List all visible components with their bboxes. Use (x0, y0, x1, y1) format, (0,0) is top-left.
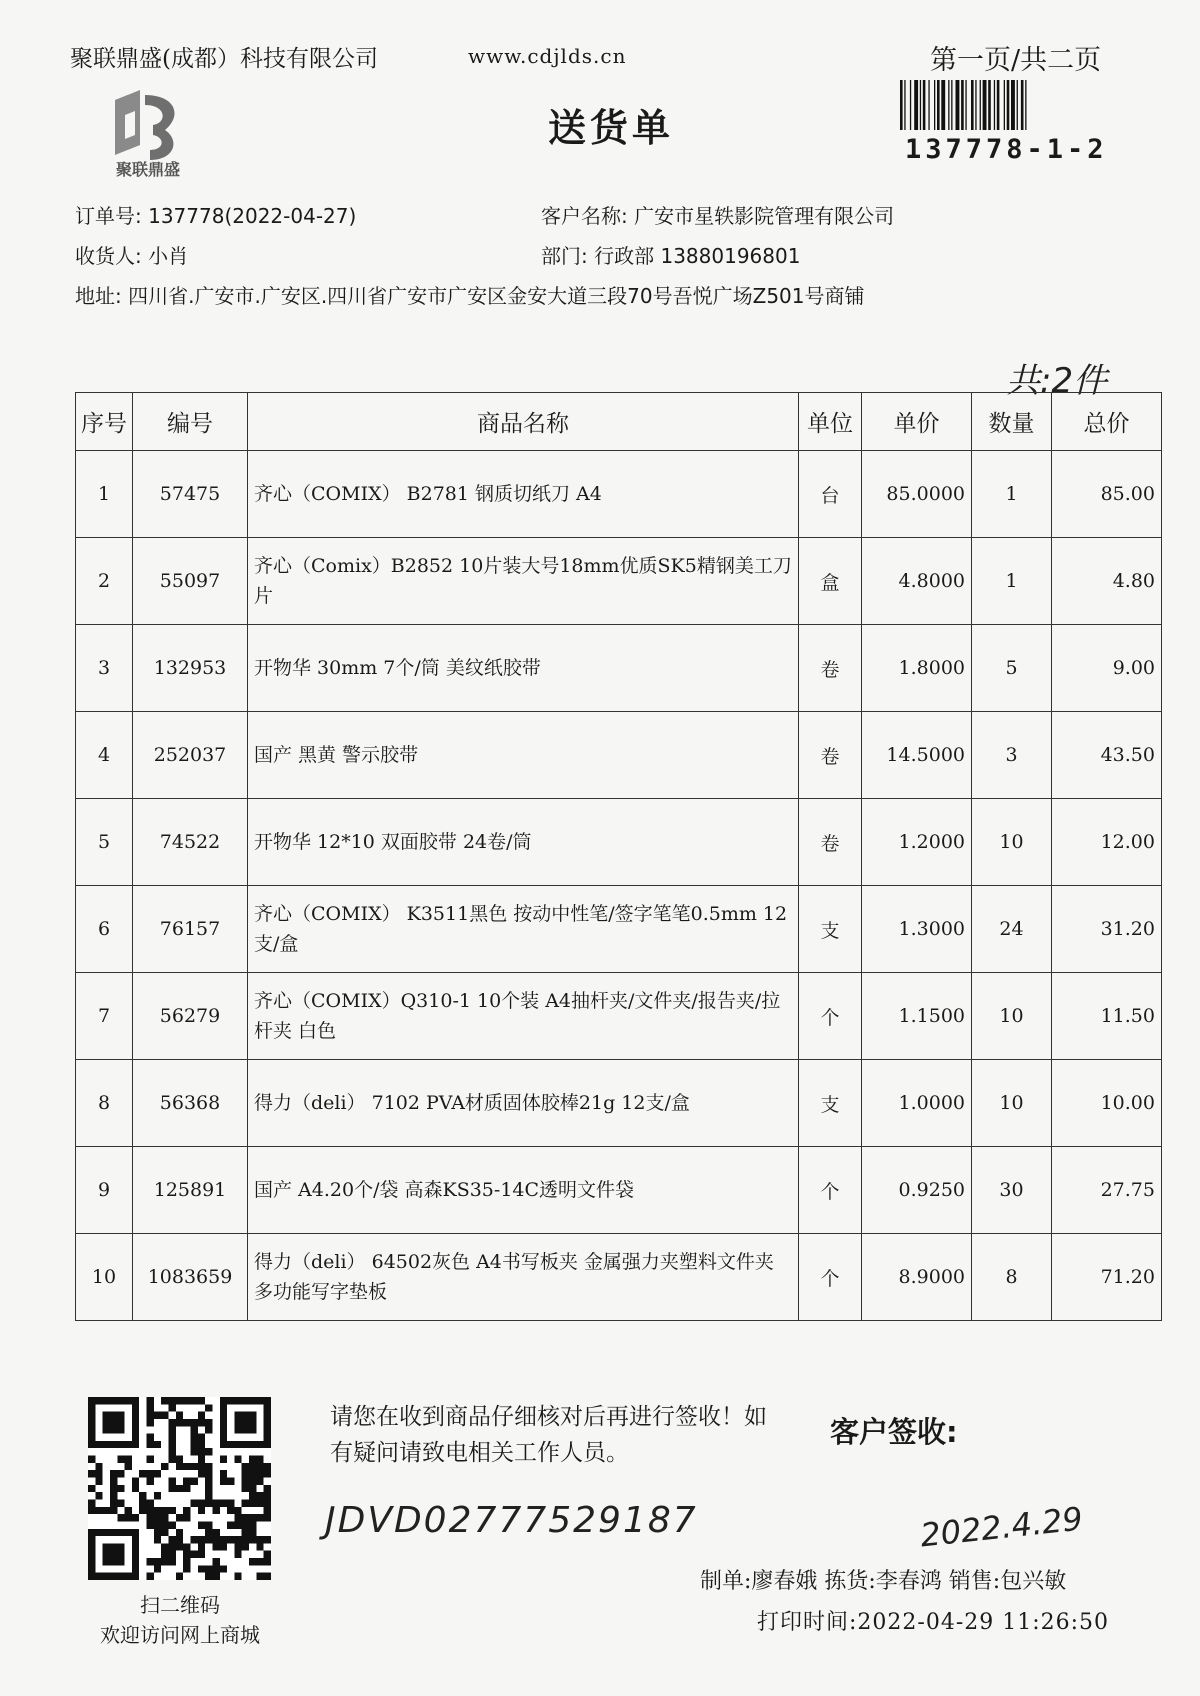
row-index: 2 (76, 538, 133, 625)
row-product-name: 开物华 30mm 7个/筒 美纹纸胶带 (248, 625, 799, 712)
print-time: 打印时间:2022-04-29 11:26:50 (757, 1610, 1110, 1635)
row-quantity: 5 (972, 625, 1052, 712)
barcode-number: 137778-1-2 (905, 134, 1108, 165)
row-unit-price: 8.9000 (862, 1234, 972, 1321)
address-row (75, 280, 865, 309)
row-code: 252037 (133, 712, 248, 799)
row-unit-price: 0.9250 (862, 1147, 972, 1234)
row-product-name: 齐心（COMIX）Q310-1 10个装 A4抽杆夹/文件夹/报告夹/拉杆夹 白色 (248, 973, 799, 1060)
qr-caption (60, 1590, 300, 1650)
row-product-name: 开物华 12*10 双面胶带 24卷/筒 (248, 799, 799, 886)
row-unit: 台 (799, 451, 862, 538)
row-unit-price: 14.5000 (862, 712, 972, 799)
row-index: 10 (76, 1234, 133, 1321)
barcode (898, 80, 1120, 130)
address-label: 地址: (75, 284, 122, 308)
row-total: 12.00 (1052, 799, 1162, 886)
order-number-row (75, 200, 356, 229)
row-total: 85.00 (1052, 451, 1162, 538)
row-unit-price: 4.8000 (862, 538, 972, 625)
row-total: 43.50 (1052, 712, 1162, 799)
row-quantity: 24 (972, 886, 1052, 973)
logo-text: 聚联鼎盛 (115, 160, 180, 179)
row-unit: 盒 (799, 538, 862, 625)
goods-table (75, 392, 1162, 1321)
row-code: 125891 (133, 1147, 248, 1234)
table-row (76, 1060, 1162, 1147)
row-quantity: 30 (972, 1147, 1052, 1234)
row-product-name: 国产 A4.20个/袋 高森KS35-14C透明文件袋 (248, 1147, 799, 1234)
row-product-name: 齐心（COMIX） B2781 钢质切纸刀 A4 (248, 451, 799, 538)
document-title: 送货单 (548, 106, 675, 150)
row-quantity: 10 (972, 1060, 1052, 1147)
staff-info: 制单:廖春娥 拣货:李春鸿 销售:包兴敏 (700, 1569, 1067, 1594)
row-quantity: 1 (972, 538, 1052, 625)
customer-label: 客户名称: (541, 204, 628, 228)
row-unit-price: 1.0000 (862, 1060, 972, 1147)
page-info: 第一页/共二页 (930, 45, 1102, 76)
handwritten-tracking-code: JDVD02777529187 (325, 1500, 698, 1541)
header-total: 总价 (1052, 393, 1162, 451)
row-unit-price: 1.1500 (862, 973, 972, 1060)
row-unit: 卷 (799, 712, 862, 799)
handwritten-sign-date: 2022.4.29 (918, 1499, 1085, 1555)
table-row (76, 799, 1162, 886)
row-code: 74522 (133, 799, 248, 886)
row-quantity: 1 (972, 451, 1052, 538)
qr-caption-line1: 扫二维码 (140, 1593, 220, 1617)
header-index: 序号 (76, 393, 133, 451)
row-unit: 卷 (799, 799, 862, 886)
row-code: 56279 (133, 973, 248, 1060)
header-unit: 单位 (799, 393, 862, 451)
row-quantity: 10 (972, 799, 1052, 886)
receiver-label: 收货人: (75, 244, 142, 268)
row-unit: 卷 (799, 625, 862, 712)
row-index: 7 (76, 973, 133, 1060)
row-index: 6 (76, 886, 133, 973)
receiver-row (75, 240, 188, 269)
row-index: 3 (76, 625, 133, 712)
row-total: 9.00 (1052, 625, 1162, 712)
row-index: 5 (76, 799, 133, 886)
row-unit: 个 (799, 1234, 862, 1321)
row-product-name: 齐心（COMIX） K3511黑色 按动中性笔/签字笔笔0.5mm 12支/盒 (248, 886, 799, 973)
company-website: www.cdjlds.cn (468, 44, 627, 68)
department-value: 行政部 13880196801 (594, 244, 801, 268)
table-row (76, 1147, 1162, 1234)
row-unit-price: 1.8000 (862, 625, 972, 712)
qr-code-icon (88, 1397, 271, 1580)
header-code: 编号 (133, 393, 248, 451)
row-index: 8 (76, 1060, 133, 1147)
row-index: 4 (76, 712, 133, 799)
table-row (76, 451, 1162, 538)
row-unit-price: 1.3000 (862, 886, 972, 973)
customer-row (541, 200, 894, 229)
header-unit-price: 单价 (862, 393, 972, 451)
row-total: 27.75 (1052, 1147, 1162, 1234)
row-total: 11.50 (1052, 973, 1162, 1060)
row-code: 56368 (133, 1060, 248, 1147)
row-index: 9 (76, 1147, 133, 1234)
receipt-notice: 请您在收到商品仔细核对后再进行签收！如有疑问请致电相关工作人员。 (330, 1404, 767, 1466)
row-quantity: 3 (972, 712, 1052, 799)
row-total: 10.00 (1052, 1060, 1162, 1147)
order-number-label: 订单号: (75, 204, 142, 228)
table-row (76, 973, 1162, 1060)
department-label: 部门: (541, 244, 588, 268)
row-product-name: 得力（deli） 7102 PVA材质固体胶棒21g 12支/盒 (248, 1060, 799, 1147)
row-code: 57475 (133, 451, 248, 538)
table-header-row (76, 393, 1162, 451)
qr-caption-line2: 欢迎访问网上商城 (100, 1623, 260, 1647)
row-unit-price: 85.0000 (862, 451, 972, 538)
table-row (76, 886, 1162, 973)
company-name: 聚联鼎盛(成都）科技有限公司 (70, 46, 378, 72)
row-product-name: 国产 黑黄 警示胶带 (248, 712, 799, 799)
row-unit-price: 1.2000 (862, 799, 972, 886)
row-total: 71.20 (1052, 1234, 1162, 1321)
row-unit: 个 (799, 1147, 862, 1234)
row-product-name: 得力（deli） 64502灰色 A4书写板夹 金属强力夹塑料文件夹 多功能写字垫板 (248, 1234, 799, 1321)
row-quantity: 10 (972, 973, 1052, 1060)
receiver-name: 小肖 (148, 244, 189, 268)
row-unit: 个 (799, 973, 862, 1060)
handwritten-item-count: 共:2件 (1006, 361, 1108, 401)
row-quantity: 8 (972, 1234, 1052, 1321)
address-value: 四川省.广安市.广安区.四川省广安市广安区金安大道三段70号吾悦广场Z501号商铺 (128, 284, 865, 308)
row-code: 76157 (133, 886, 248, 973)
order-number: 137778(2022-04-27) (148, 204, 357, 228)
row-code: 1083659 (133, 1234, 248, 1321)
row-code: 132953 (133, 625, 248, 712)
row-unit: 支 (799, 886, 862, 973)
row-product-name: 齐心（Comix）B2852 10片装大号18mm优质SK5精钢美工刀片 (248, 538, 799, 625)
row-total: 31.20 (1052, 886, 1162, 973)
header-quantity: 数量 (972, 393, 1052, 451)
row-index: 1 (76, 451, 133, 538)
row-code: 55097 (133, 538, 248, 625)
row-unit: 支 (799, 1060, 862, 1147)
table-row (76, 625, 1162, 712)
row-total: 4.80 (1052, 538, 1162, 625)
department-row (541, 240, 800, 269)
table-row (76, 712, 1162, 799)
customer-signature-label: 客户签收: (830, 1415, 958, 1449)
table-row (76, 1234, 1162, 1321)
table-row (76, 538, 1162, 625)
header-product-name: 商品名称 (248, 393, 799, 451)
customer-name: 广安市星轶影院管理有限公司 (634, 204, 895, 228)
